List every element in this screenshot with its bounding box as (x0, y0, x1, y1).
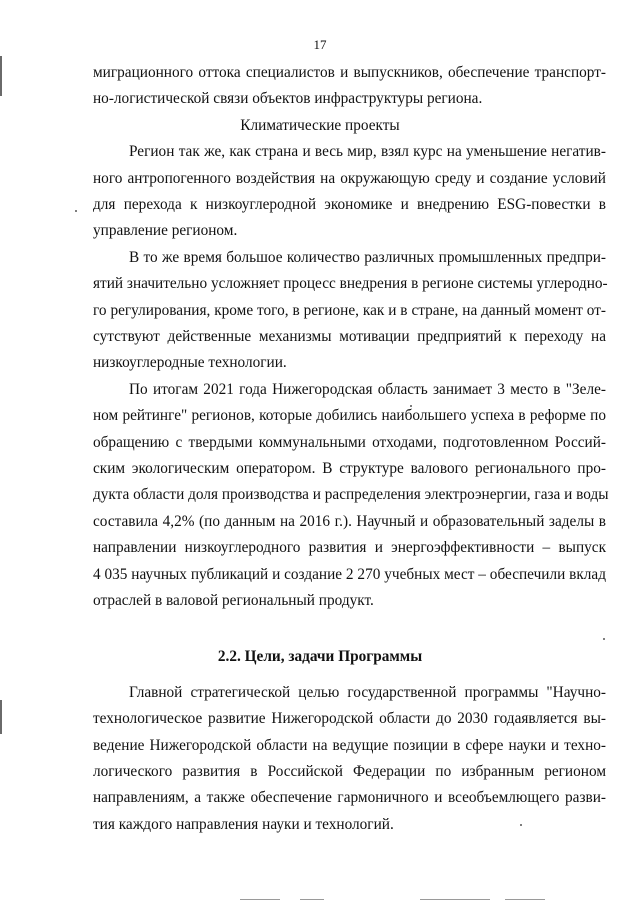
section-heading: 2.2. Цели, задачи Программы (217, 648, 423, 665)
text-line: дукта области доля производства и распределения электроэнергии, газа и воды (93, 486, 609, 503)
subsection-heading: Климатические проекты (240, 117, 400, 134)
text-line: 4 035 научных публикаций и создание 2 270 учебных мест – обеспечили вклад (93, 566, 606, 583)
text-line: обращению с твердыми коммунальными отходами, подготовленном Россий- (93, 434, 606, 451)
text-line: тия каждого направления науки и технологий. (93, 816, 394, 833)
text-line: но-логистической связи объектов инфраструктуры региона. (93, 90, 483, 107)
paragraph-first-line: В то же время большое количество различных промышленных предпри- (129, 249, 606, 266)
text-line: ведение Нижегородской области на ведущие позиции в сфере науки и техно- (93, 737, 606, 754)
text-line: технологическое развитие Нижегородской области до 2030 годаявляется вы- (93, 710, 606, 727)
text-line: ским экологическим оператором. В структуре валового регионального про- (93, 460, 606, 477)
paragraph-first-line: По итогам 2021 года Нижегородская область занимает 3 место в "Зеле- (129, 381, 606, 398)
text-line: для перехода к низкоуглеродной экономике и внедрению ESG-повестки в (93, 196, 606, 213)
scan-margin-mark (0, 700, 2, 734)
text-line: низкоуглеродные технологии. (93, 354, 287, 371)
text-line: отраслей в валовой региональный продукт. (93, 592, 374, 609)
paragraph-first-line: Регион так же, как страна и весь мир, взял курс на уменьшение негатив- (129, 143, 606, 160)
text-line: направлениям, а также обеспечение гармоничного и всеобъемлющего разви- (93, 789, 606, 806)
scan-speck (603, 638, 605, 640)
text-line: логического развития в Российской Федерации по избранным регионом (93, 763, 606, 780)
paragraph-first-line: Главной стратегической целью государственной программы "Научно- (129, 684, 606, 701)
page-number: 17 (313, 37, 327, 52)
scan-speck (520, 824, 522, 826)
scan-speck (410, 405, 412, 407)
text-line: ном рейтинге" регионов, которые добились наибольшего успеха в реформе по (93, 407, 606, 424)
text-line: управление регионом. (93, 222, 238, 239)
text-line: ного антропогенного воздействия на окружающую среду и создание условий (93, 170, 606, 187)
text-line: ятий значительно усложняет процесс внедрения в регионе системы углеродно- (93, 275, 608, 292)
text-line: миграционного оттока специалистов и выпускников, обеспечение транспорт- (93, 64, 606, 81)
text-line: направлении низкоуглеродного развития и энергоэффективности – выпуск (93, 539, 606, 556)
text-line: го регулирования, кроме того, в регионе, как и в стране, на данный момент от- (93, 302, 606, 319)
scan-bottom-edge (0, 893, 640, 905)
text-line: сутствуют действенные механизмы мотивации предприятий к переходу на (93, 328, 606, 345)
scan-margin-mark (0, 56, 2, 96)
text-line: составила 4,2% (по данным на 2016 г.). Научный и образовательный заделы в (93, 513, 606, 530)
scan-speck (75, 210, 77, 212)
